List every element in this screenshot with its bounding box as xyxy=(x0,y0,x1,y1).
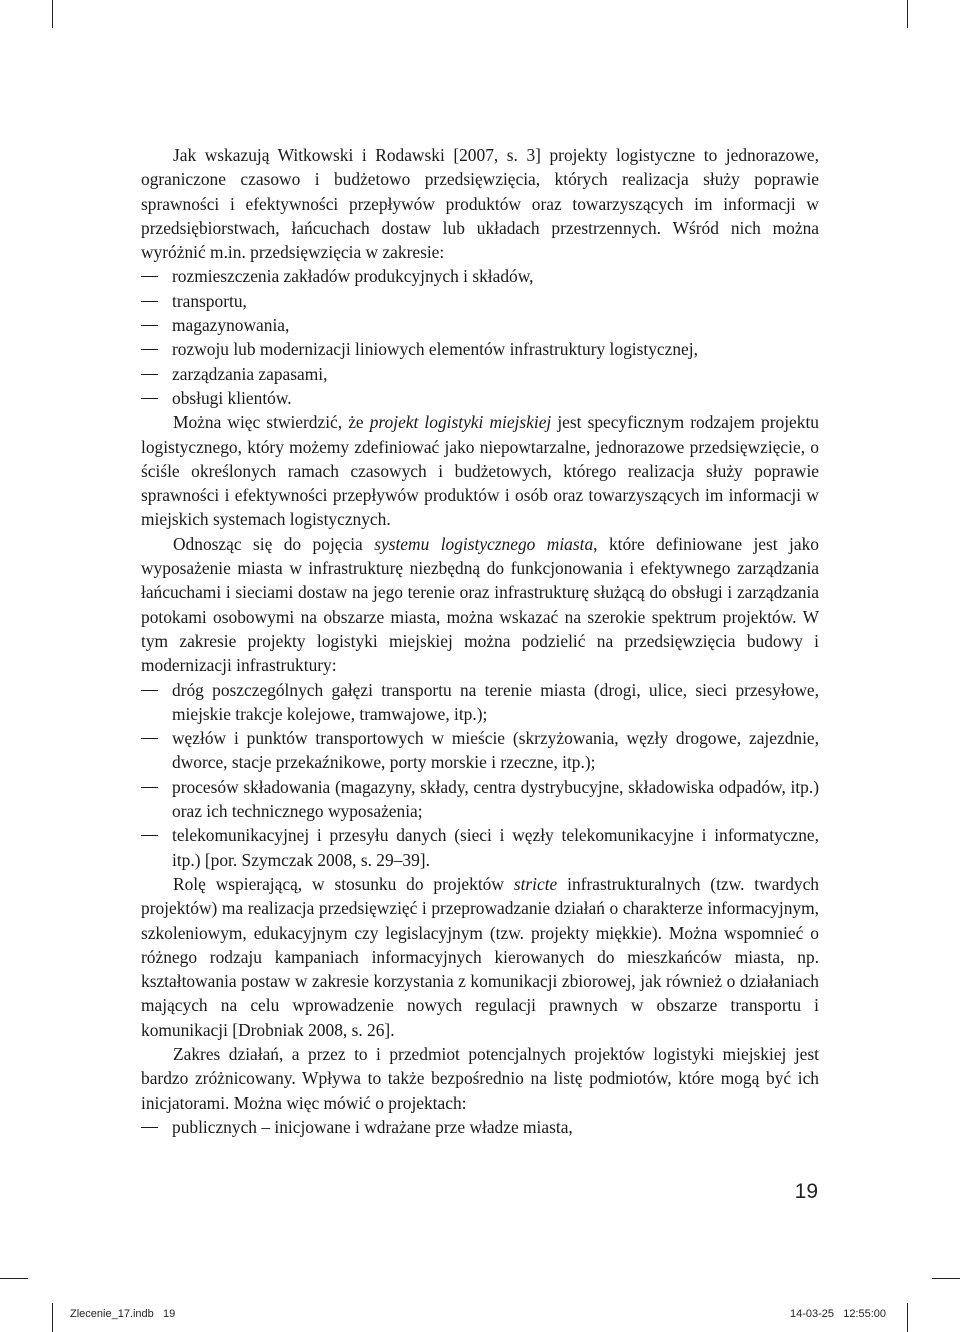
crop-mark-bottom-left xyxy=(52,1303,53,1332)
footer-file: Zlecenie_17.indb 19 xyxy=(70,1308,176,1320)
crop-mark-top-left xyxy=(52,0,53,28)
body-text xyxy=(141,143,819,1139)
page-number: 19 xyxy=(794,1180,818,1203)
list-item: rozwoju lub modernizacji liniowych elementów infrastruktury logistycznej, xyxy=(141,337,819,361)
bullet-list xyxy=(141,1115,819,1139)
italic-term: projekt logistyki miejskiej xyxy=(369,412,552,433)
paragraph: Zakres działań, a przez to i przedmiot potencjalnych projektów logistyki miejskiej jest bardzo zróżnicowany. Wpływa to także bezpośrednio na listę podmiotów, które mogą być ich inicjatorami. Można więc mówić o projektach: xyxy=(141,1043,819,1113)
list-item: węzłów i punktów transportowych w mieście (skrzyżowania, węzły drogowe, zajezdnie, dworce, stacje przekaźnikowe, porty morskie i rzeczne, itp.); xyxy=(141,726,819,775)
list-item: obsługi klientów. xyxy=(141,386,819,410)
list-item: dróg poszczególnych gałęzi transportu na terenie miasta (drogi, ulice, sieci przesyłowe, miejskie trakcje kolejowe, tramwajowe, itp.); xyxy=(141,678,819,727)
bullet-list xyxy=(141,264,819,410)
paragraph-supporting: Rolę wspierającą, w stosunku do projektów stricte infrastrukturalnych (tzw. twardych projektów) ma realizacja przedsięwzięć i przeprowadzanie działań o charakterze informacyjnym, szkoleniowym, edukacyjnym czy legislacyjnym (tzw. projekty miękkie). Można wspomnieć o różnego rodzaju kampaniach informacyjnych kierowanych do mieszkańców miasta, np. kształtowania postaw w zakresie korzystania z komunikacji zbiorowej, jak również o działaniach mających na celu wprowadzenie nowych regulacji prawnych w obszarze transportu i komunikacji [Drobniak 2008, s. 26]. xyxy=(141,873,820,1040)
paragraph-definition: Można więc stwierdzić, że projekt logistyki miejskiej jest specyficznym rodzajem projektu logistycznego, który możemy zdefiniować jako niepowtarzalne, jednorazowe przedsięwzięcie, o ściśle określonych ramach czasowych i budżetowych, którego realizacja służy poprawie sprawności i efektywności przepływów produktów i osób oraz towarzyszących im informacji w miejskich systemach logistycznych. xyxy=(141,412,819,530)
paragraph: Jak wskazują Witkowski i Rodawski [2007, s. 3] projekty logistyczne to jednorazowe, ograniczone czasowo i budżetowo przedsięwzięcia, których realizacja służy poprawie sprawności i efektywności przepływów produktów oraz towarzyszących im informacji w przedsiębiorstwach, łańcuchach dostaw lub układach przestrzennych. Wśród nich można wyróżnić m.in. przedsięwzięcia w zakresie: xyxy=(141,145,819,263)
list-item: procesów składowania (magazyny, składy, centra dystrybucyjne, składowiska odpadów, itp.) oraz ich technicznego wyposażenia; xyxy=(141,775,819,824)
list-item: rozmieszczenia zakładów produkcyjnych i składów, xyxy=(141,264,819,288)
list-item: telekomunikacyjnej i przesyłu danych (sieci i węzły telekomunikacyjne i informatyczne, itp.) [por. Szymczak 2008, s. 29–39]. xyxy=(141,823,819,872)
list-item: magazynowania, xyxy=(141,313,819,337)
italic-term: stricte xyxy=(513,873,558,894)
paragraph-system: Odnosząc się do pojęcia systemu logistycznego miasta, które definiowane jest jako wyposażenie miasta w infrastrukturę niezbędną do funkcjonowania i efektywnego zarządzania łańcuchami i sieciami dostaw na jego terenie oraz infrastrukturę służącą do obsługi i zarządzania potokami osobowymi na obszarze miasta, można wskazać na szerokie spektrum projektów. W tym zakresie projekty logistyki miejskiej można podzielić na przedsięwzięcia budowy i modernizacji infrastruktury: xyxy=(141,533,819,676)
crop-mark-top-right xyxy=(907,0,908,28)
crop-mark-mid-left xyxy=(0,1278,28,1279)
list-item: transportu, xyxy=(141,289,819,313)
bullet-list xyxy=(141,678,819,872)
italic-term: systemu logistycznego miasta xyxy=(374,533,594,554)
footer-timestamp: 14-03-25 12:55:00 xyxy=(790,1308,887,1320)
list-item: zarządzania zapasami, xyxy=(141,362,819,386)
crop-mark-bottom-right xyxy=(907,1303,908,1332)
crop-mark-mid-right xyxy=(932,1278,960,1279)
list-item: publicznych – inicjowane i wdrażane prze władze miasta, xyxy=(141,1115,819,1139)
